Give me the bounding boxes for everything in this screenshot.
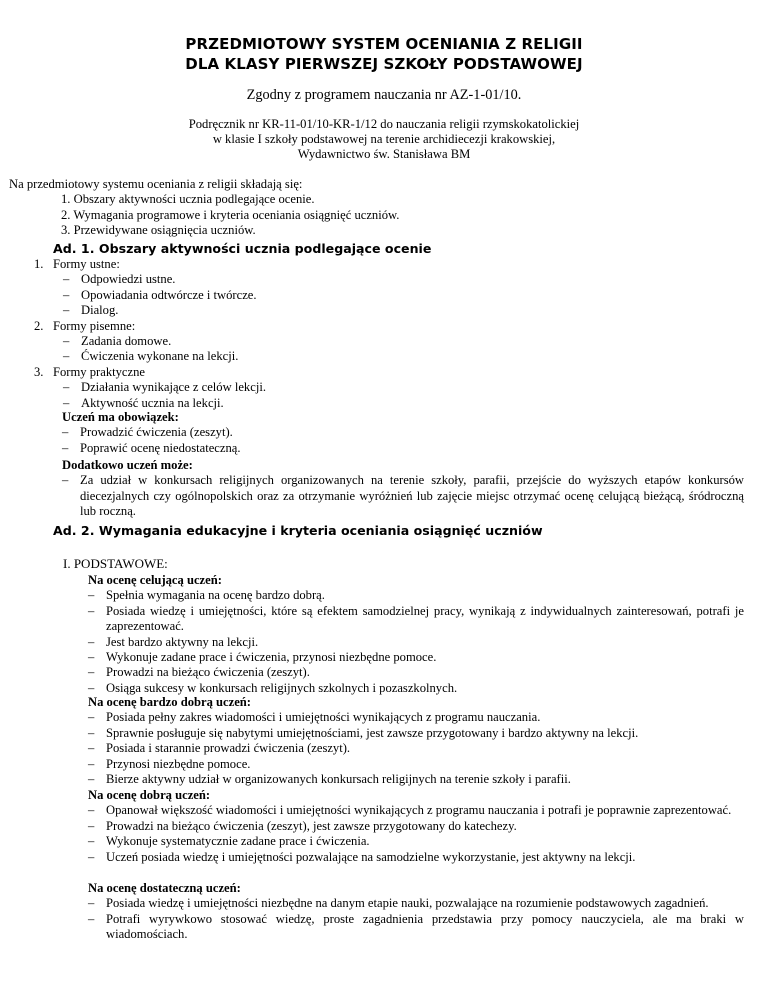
list-item: – Prowadzić ćwiczenia (zeszyt). bbox=[58, 425, 744, 440]
list-item: – Spełnia wymagania na ocenę bardzo dobrą. bbox=[84, 588, 744, 603]
intro-item: 1. Obszary aktywności ucznia podlegające ocenie. bbox=[61, 192, 315, 207]
intro-list bbox=[9, 192, 749, 238]
list-item: – Przynosi niezbędne pomoce. bbox=[84, 757, 744, 772]
extra-section bbox=[62, 458, 744, 520]
grade-heading: Na ocenę celującą uczeń: bbox=[88, 573, 222, 587]
list-item: – Dialog. bbox=[59, 303, 753, 318]
form-number: 1. bbox=[34, 257, 44, 271]
list-item: – Bierze aktywny udział w organizowanych konkursach religijnych na terenie szkoły i parafii. bbox=[84, 772, 744, 787]
grade-section-celujaca bbox=[88, 573, 744, 696]
grade-section-dobra bbox=[88, 788, 744, 865]
form-label: Formy pisemne: bbox=[53, 318, 136, 333]
form-group bbox=[34, 318, 753, 365]
grade-section-dostateczna bbox=[88, 881, 744, 943]
ad1-heading: Ad. 1. Obszary aktywności ucznia podlegające ocenie bbox=[53, 241, 432, 256]
list-item: – Uczeń posiada wiedzę i umiejętności pozwalające na samodzielne wykorzystanie, jest aktywny na lekcji. bbox=[84, 850, 744, 865]
intro-section bbox=[9, 177, 749, 239]
intro-item: 3. Przewidywane osiągnięcia uczniów. bbox=[61, 223, 256, 238]
list-item: – Aktywność ucznia na lekcji. bbox=[59, 396, 753, 411]
list-item: – Osiąga sukcesy w konkursach religijnych szkolnych i pozaszkolnych. bbox=[84, 681, 744, 696]
duty-section bbox=[62, 410, 744, 456]
textbook-line-3: Wydawnictwo św. Stanisława BM bbox=[297, 147, 471, 161]
intro-lead: Na przedmiotowy systemu oceniania z religii składają się: bbox=[9, 177, 303, 191]
form-label: Formy praktyczne bbox=[53, 364, 145, 379]
list-item: – Prowadzi na bieżąco ćwiczenia (zeszyt). bbox=[84, 665, 744, 680]
list-item: – Posiada wiedzę i umiejętności niezbędne na danym etapie nauki, pozwalające na rozumienie podstawowych zagadnień. bbox=[84, 896, 744, 911]
textbook-line-2: w klasie I szkoły podstawowej na terenie archidiecezji krakowskiej, bbox=[212, 132, 556, 146]
grade-heading: Na ocenę dostateczną uczeń: bbox=[88, 881, 241, 895]
form-number: 3. bbox=[34, 364, 44, 379]
form-group bbox=[34, 257, 753, 319]
level-heading: I. PODSTAWOWE: bbox=[63, 556, 168, 571]
ad2-heading: Ad. 2. Wymagania edukacyjne i kryteria oceniania osiągnięć uczniów bbox=[53, 523, 543, 538]
grade-heading: Na ocenę bardzo dobrą uczeń: bbox=[88, 695, 251, 709]
list-item: – Wykonuje systematycznie zadane prace i ćwiczenia. bbox=[84, 834, 744, 849]
textbook-line-1: Podręcznik nr KR-11-01/10-KR-1/12 do nauczania religii rzymskokatolickiej bbox=[188, 117, 580, 131]
form-group bbox=[34, 364, 753, 411]
list-item: – Ćwiczenia wykonane na lekcji. bbox=[59, 349, 753, 364]
extra-heading: Dodatkowo uczeń może: bbox=[62, 458, 193, 472]
form-label: Formy ustne: bbox=[53, 257, 120, 271]
list-item: – Opanował większość wiadomości i umiejętności wynikających z programu nauczania i potrafi je poprawnie zaprezentować. bbox=[84, 803, 744, 818]
document-title-line-1: PRZEDMIOTOWY SYSTEM OCENIANIA Z RELIGII bbox=[185, 35, 583, 53]
document-title-line-2: DLA KLASY PIERWSZEJ SZKOŁY PODSTAWOWEJ bbox=[185, 55, 583, 73]
program-subtitle: Zgodny z programem nauczania nr AZ-1-01/10. bbox=[246, 87, 522, 103]
list-item: – Zadania domowe. bbox=[59, 334, 753, 349]
list-item: – Sprawnie posługuje się nabytymi umiejętnościami, jest zawsze przygotowany i bardzo aktywny na lekcji. bbox=[84, 726, 744, 741]
list-item: – Posiada wiedzę i umiejętności, które są efektem samodzielnej pracy, wynikają z indywidualnych zainteresowań, potrafi je zaprezentować. bbox=[84, 604, 744, 635]
grade-section-bardzo-dobra bbox=[88, 695, 744, 787]
list-item: – Posiada i starannie prowadzi ćwiczenia (zeszyt). bbox=[84, 741, 744, 756]
intro-item: 2. Wymagania programowe i kryteria oceniania osiągnięć uczniów. bbox=[61, 207, 400, 222]
grade-heading: Na ocenę dobrą uczeń: bbox=[88, 788, 211, 802]
list-item: – Poprawić ocenę niedostateczną. bbox=[58, 441, 744, 456]
form-number: 2. bbox=[34, 318, 44, 333]
list-item: – Odpowiedzi ustne. bbox=[59, 272, 753, 287]
duty-heading: Uczeń ma obowiązek: bbox=[62, 410, 179, 424]
ad1-forms bbox=[34, 257, 753, 411]
list-item: – Posiada pełny zakres wiadomości i umiejętności wynikających z programu nauczania. bbox=[84, 710, 744, 725]
list-item: – Działania wynikające z celów lekcji. bbox=[59, 380, 753, 395]
list-item: – Wykonuje zadane prace i ćwiczenia, przynosi niezbędne pomoce. bbox=[84, 650, 744, 665]
list-item: – Jest bardzo aktywny na lekcji. bbox=[84, 635, 744, 650]
list-item: – Prowadzi na bieżąco ćwiczenia (zeszyt), jest zawsze przygotowany do katechezy. bbox=[84, 819, 744, 834]
list-item: – Potrafi wyrywkowo stosować wiedzę, proste zagadnienia przedstawia przy pomocy nauczyciela, ale ma braki w wiadomościach. bbox=[84, 912, 744, 943]
list-item: – Za udział w konkursach religijnych organizowanych na terenie szkoły, parafii, przejście do wyższych etapów konkursów diecezjalnych czy ogólnopolskich oraz za otrzymanie wyróżnień lub zajęcie miejsc otrzymać ocenę celującą bieżącą, śródroczną lub roczną. bbox=[58, 473, 744, 519]
list-item: – Opowiadania odtwórcze i twórcze. bbox=[59, 288, 753, 303]
